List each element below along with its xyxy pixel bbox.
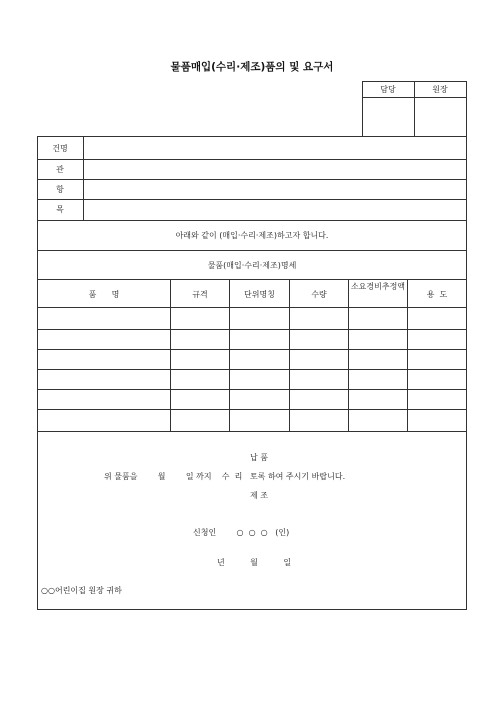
header-purpose: 용 도	[426, 290, 448, 299]
header-quantity: 수량	[311, 290, 327, 299]
table-row[interactable]	[38, 330, 466, 349]
clause-field-gwan[interactable]	[84, 160, 466, 179]
clause-label-hang: 항	[56, 185, 64, 194]
item-details-heading: 물품(매입·수리·제조)명세	[207, 261, 297, 270]
subject-label: 건명	[52, 144, 68, 153]
addressee: ○○어린이집 원장 귀하	[41, 586, 122, 595]
table-row[interactable]	[38, 370, 466, 389]
purpose-statement: 아래와 같이 (매입·수리·제조)하고자 합니다.	[175, 231, 329, 240]
request-sentence: 위 물품을 월 일 까지 수 리 토록 하여 주시기 바랍니다.	[104, 472, 346, 481]
applicant-line: 신청인 ○ ○ ○ (인)	[193, 528, 290, 537]
request-option-delivery: 납 품	[250, 453, 268, 462]
clause-label-mok: 목	[56, 205, 64, 214]
table-row[interactable]	[38, 410, 466, 431]
document-title: 물품매입(수리·제조)품의 및 요구서	[170, 61, 334, 73]
table-row[interactable]	[38, 308, 466, 329]
approval-director-label: 원장	[432, 85, 448, 94]
clause-label-gwan: 관	[56, 165, 64, 174]
subject-field[interactable]	[84, 137, 466, 159]
date-line: 년 월 일	[217, 558, 292, 567]
clause-field-mok[interactable]	[84, 200, 466, 220]
header-unit: 단위명칭	[244, 290, 275, 299]
table-row[interactable]	[38, 390, 466, 409]
approval-staff-label: 담당	[380, 85, 396, 94]
header-estimated-cost: 소요경비추정액	[350, 282, 406, 291]
request-option-manufacture: 제 조	[250, 491, 268, 500]
header-item-name: 품 명	[88, 290, 120, 299]
clause-field-hang[interactable]	[84, 180, 466, 199]
header-spec: 규격	[192, 290, 208, 299]
table-row[interactable]	[38, 350, 466, 369]
